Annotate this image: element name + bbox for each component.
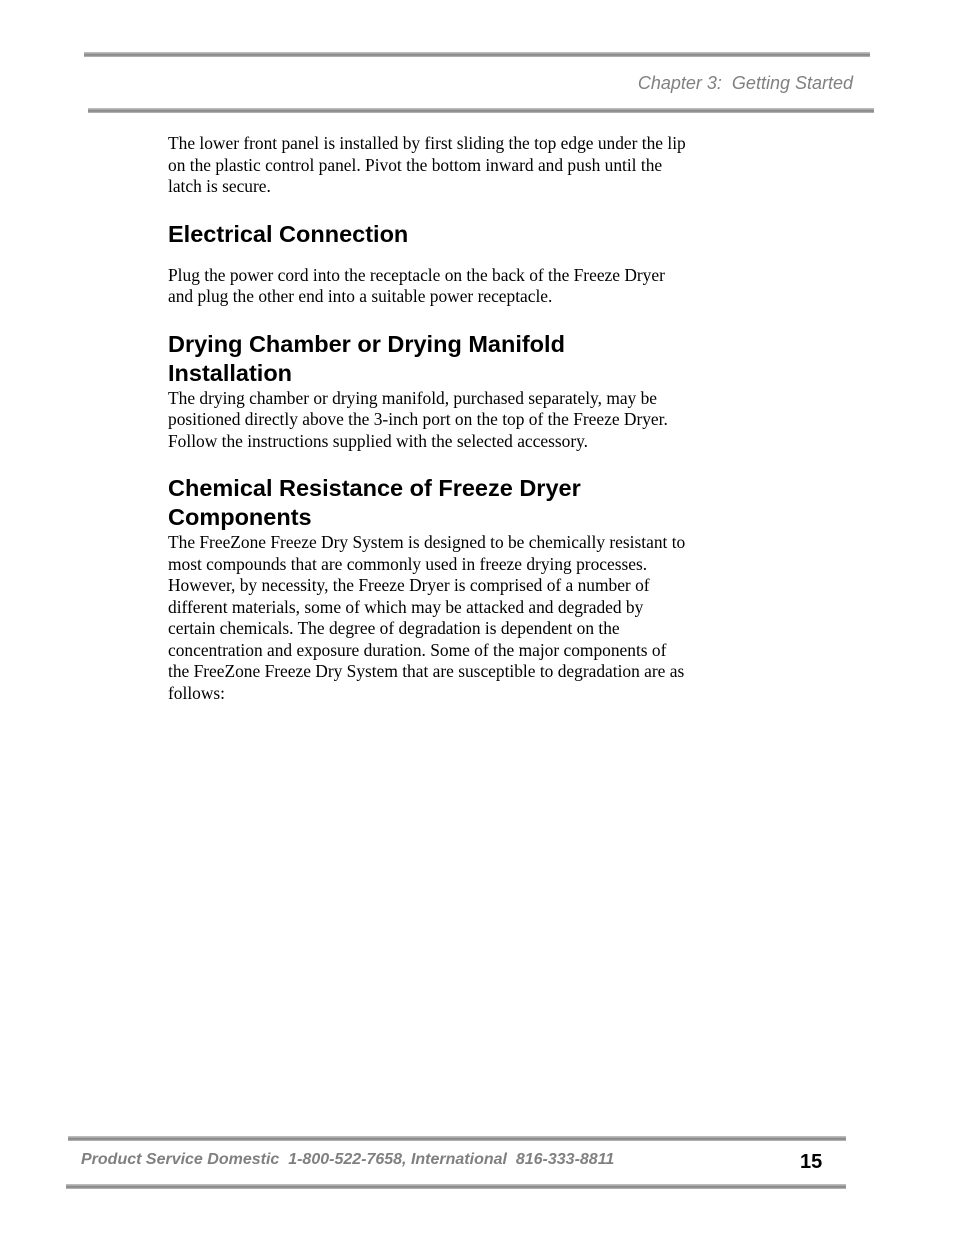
- page-body: [168, 133, 688, 704]
- section-heading-electrical-connection: Electrical Connection: [168, 220, 409, 247]
- section-text-chemical-resistance: The FreeZone Freeze Dry System is designed to be chemically resistant to most compounds that are commonly used in freeze drying processes. However, by necessity, the Freeze Dryer is comprised of a number of different materials, some of which may be attacked and degraded by certain chemicals. The degree of degradation is dependent on the concentration and exposure duration. Some of the major components of the FreeZone Freeze Dry System that are susceptible to degradation are as follows:: [168, 532, 686, 703]
- page-number: 15: [800, 1151, 823, 1173]
- footer-rule-bottom: [66, 1184, 846, 1189]
- chapter-title: Chapter 3: Getting Started: [637, 73, 853, 93]
- section-text-drying-chamber: The drying chamber or drying manifold, purchased separately, may be positioned directly above the 3-inch port on the top of the Freeze Dryer. Follow the instructions supplied with the selected accessory.: [168, 387, 668, 451]
- intro-paragraph: The lower front panel is installed by first sliding the top edge under the lip on the plastic control panel. Pivot the bottom inward and push until the latch is secure.: [168, 133, 686, 196]
- header-rule-top: [84, 52, 870, 57]
- section-text-electrical-connection: Plug the power cord into the receptacle on the back of the Freeze Dryer and plug the other end into a suitable power receptacle.: [168, 264, 665, 306]
- section-heading-chemical-resistance: Chemical Resistance of Freeze Dryer Components: [168, 475, 581, 530]
- header-rule-bottom: [88, 108, 874, 113]
- product-service-contact: Product Service Domestic 1-800-522-7658, International 816-333-8811: [81, 1151, 615, 1168]
- footer-rule-top: [68, 1136, 846, 1141]
- section-heading-drying-chamber: Drying Chamber or Drying Manifold Installation: [168, 330, 565, 386]
